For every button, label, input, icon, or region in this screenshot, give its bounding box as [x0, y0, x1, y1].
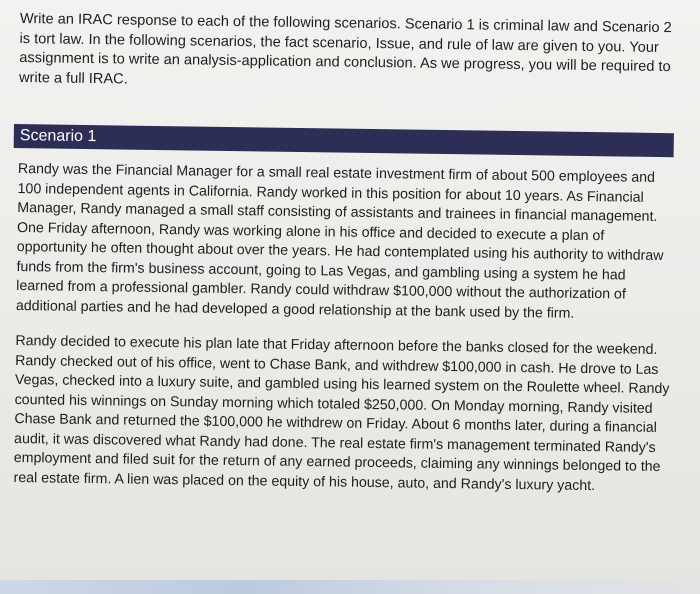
scenario-body	[13, 160, 678, 513]
scenario-heading: Scenario 1	[19, 127, 97, 146]
scenario-paragraph-1: Randy was the Financial Manager for a small real estate investment firm of about 500 employees and 100 independent agents in California. Randy worked in this position for about 10 years. As Financial Manager, Randy managed a small staff consisting of assistants and trainees in financial management. One Friday afternoon, Randy was working alone in his office and decided to execute a plan of opportunity he often thought about over the years. He had contemplated using his authority to withdraw funds from the firm's business account, going to Las Vegas, and gambling using a system he had learned from a professional gambler. Randy could withdraw $100,000 without the authorization of additional parties and he had developed a good relationship at the bank used by the firm.	[15, 160, 664, 322]
bottom-edge-strip	[0, 580, 700, 594]
instructions-block	[19, 10, 680, 97]
scenario-paragraph-2: Randy decided to execute his plan late that Friday afternoon before the banks closed for the weekend. Randy checked out of his office, went to Chase Bank, and withdrew $100,000 in cash. He drove to Las Vegas, checked into a luxury suite, and gambled using his learned system on the Roulette wheel. Randy counted his winnings on Sunday morning which totaled $250,000. On Monday morning, Randy visited Chase Bank and returned the $100,000 he withdrew on Friday. About 6 months later, during a financial audit, it was discovered what Randy had done. The real estate firm's management terminated Randy's employment and filed suit for the return of any earned proceeds, claiming any winnings belonged to the real estate firm. A lien was placed on the equity of his house, auto, and Randy's luxury yacht.	[13, 332, 670, 494]
scenario-heading-bar	[14, 124, 674, 157]
instructions-text: Write an IRAC response to each of the following scenarios. Scenario 1 is criminal law and Scenario 2 is tort law. In the following scenarios, the fact scenario, Issue, and rule of law are given to you. Your assignment is to write an analysis-application and conclusion. As we progress, you will be required to write a full IRAC.	[18, 10, 672, 88]
